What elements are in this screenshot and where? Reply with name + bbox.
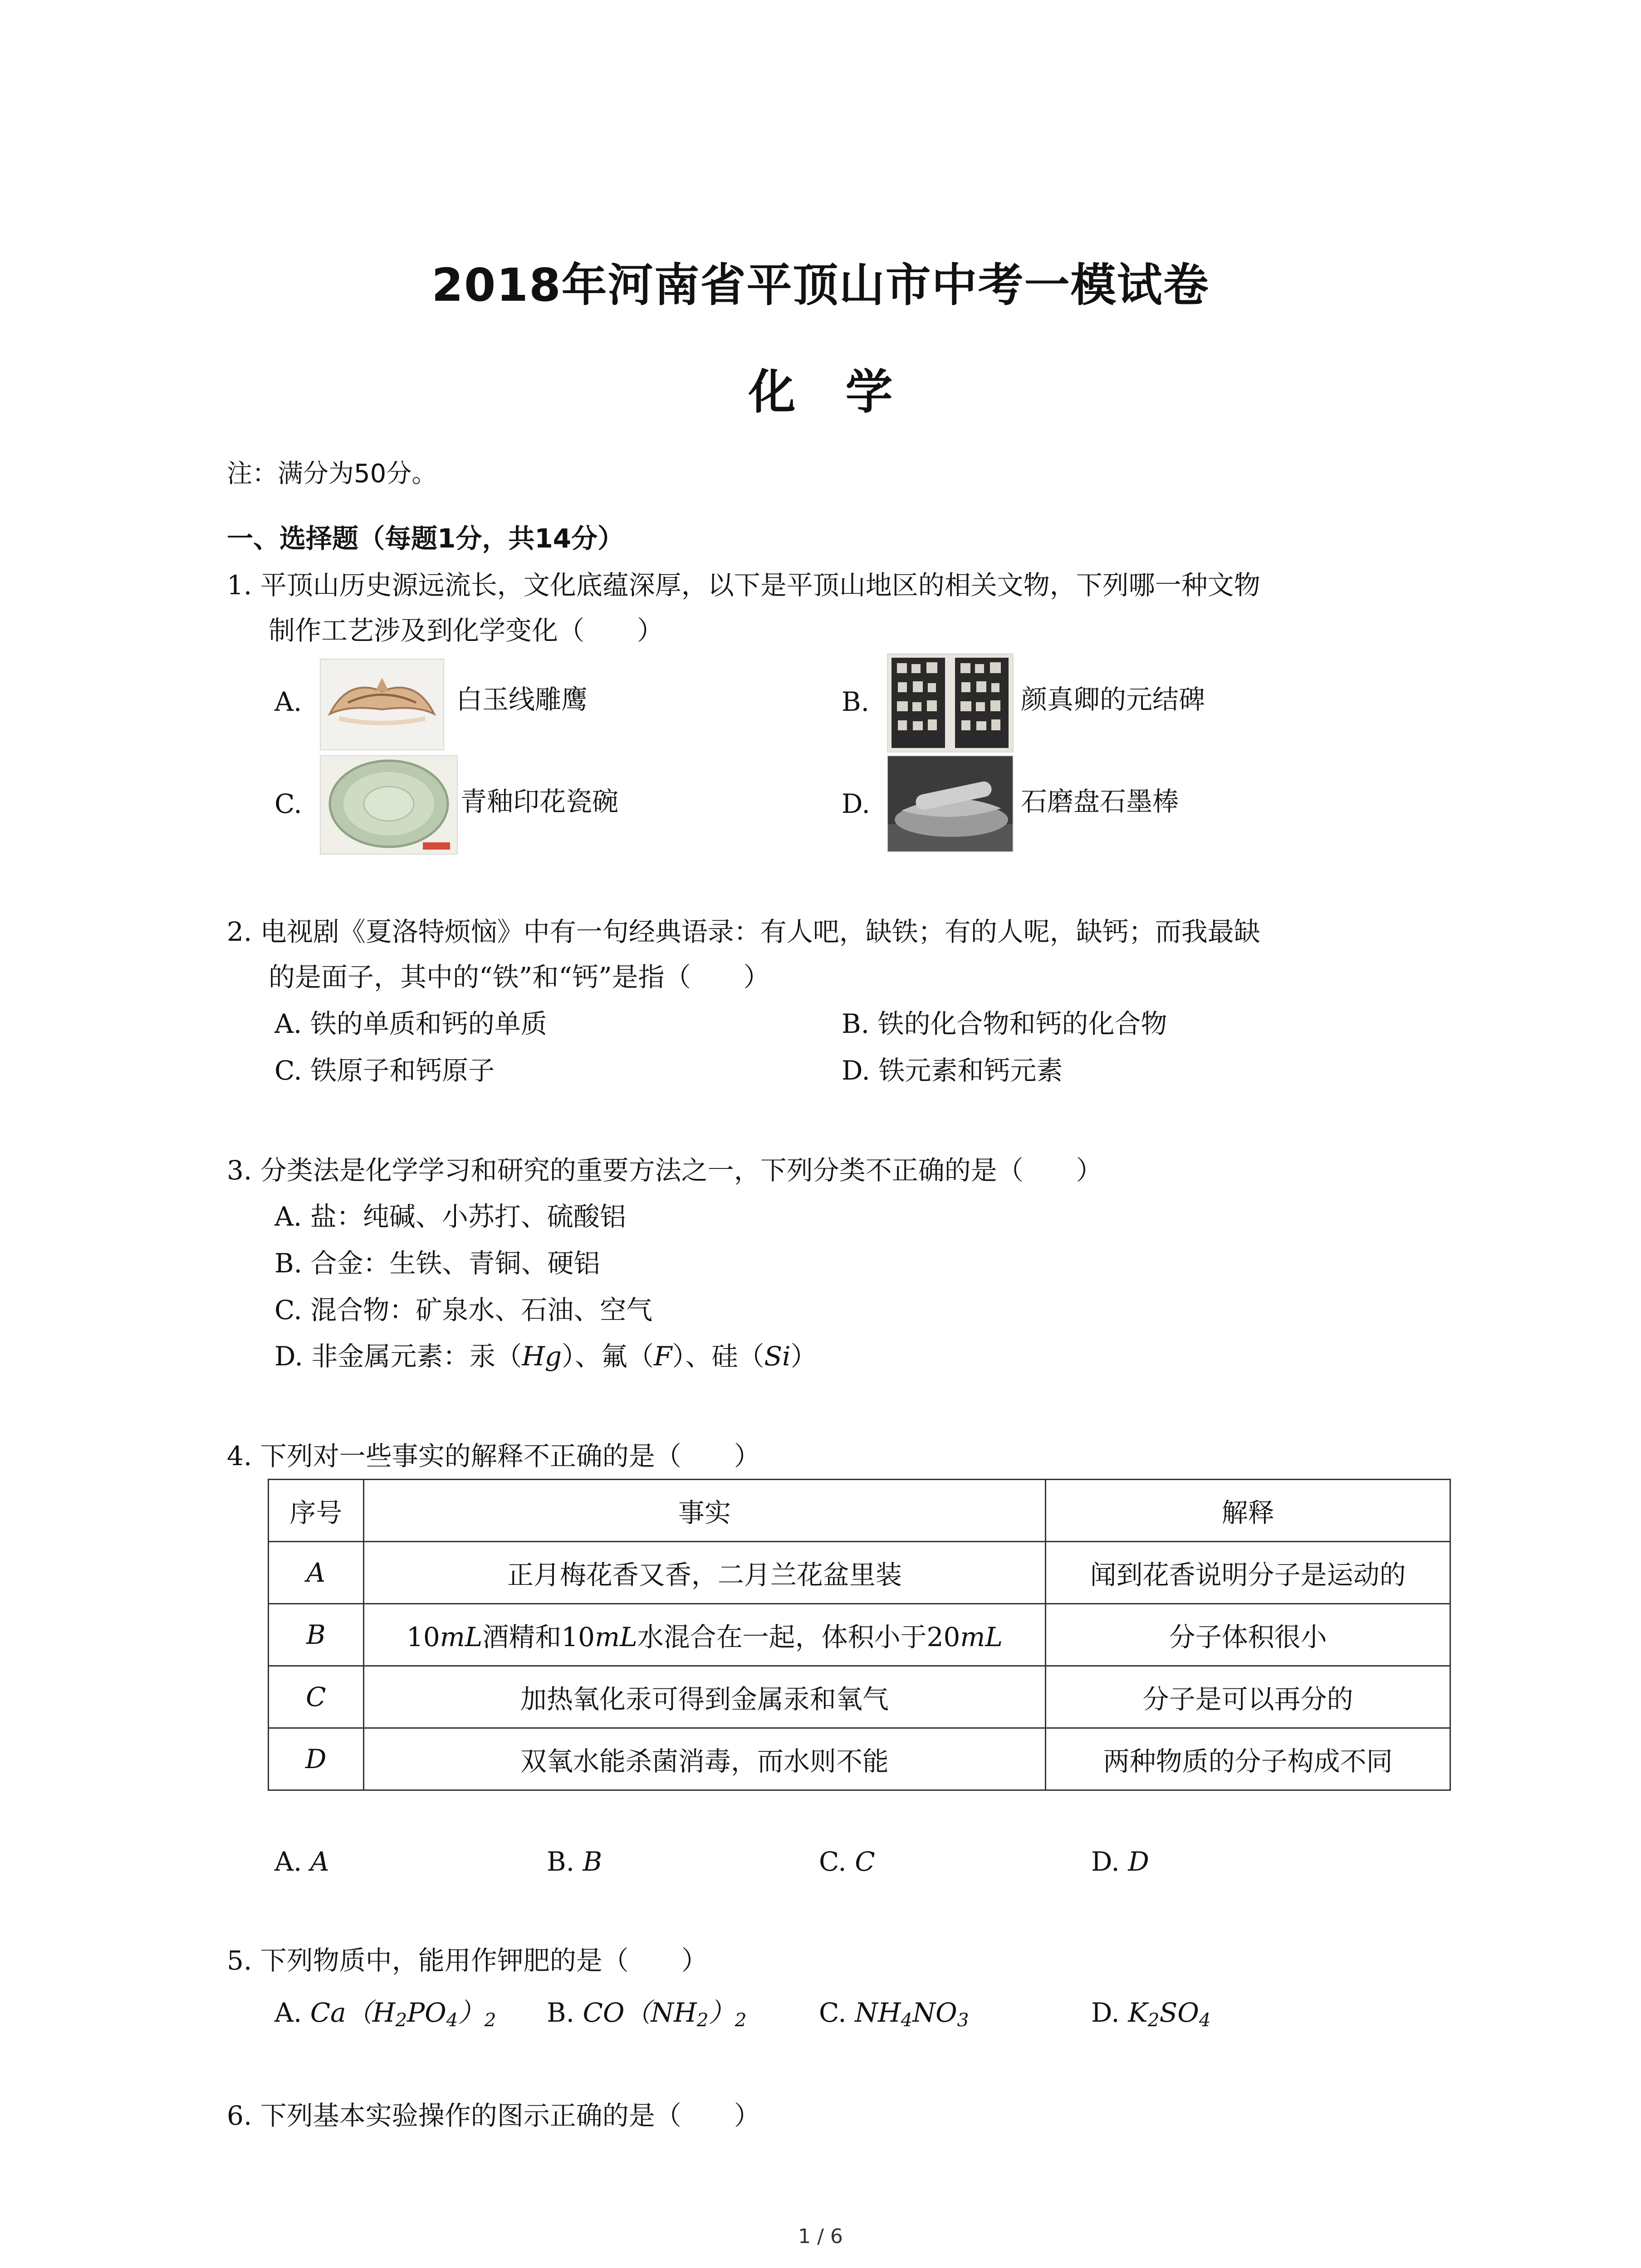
q2-option-a: A. 铁的单质和钙的单质 [274,1008,547,1039]
q1-option-c-label: C. [274,788,302,819]
q2-stem-line2: 的是面子，其中的“铁”和“钙”是指（ ） [269,962,770,992]
table-cell-fact: 加热氧化汞可得到金属汞和氧气 [363,1666,1046,1728]
q2-option-d: D. 铁元素和钙元素 [842,1055,1063,1086]
q3-stem: 3. 分类法是化学学习和研究的重要方法之一，下列分类不正确的是（ ） [227,1155,1102,1186]
table-cell-explain: 分子是可以再分的 [1046,1666,1450,1728]
q3-option-d: D. 非金属元素：汞（Hg）、氟（F）、硅（Si） [274,1341,817,1372]
q3-option-a: A. 盐：纯碱、小苏打、硫酸铝 [274,1201,626,1232]
q1-option-d-label: D. [842,788,870,819]
table-cell-id: D [269,1728,364,1790]
table-cell-id: A [269,1542,364,1604]
table-cell-explain: 两种物质的分子构成不同 [1046,1728,1450,1790]
q1-option-d-text: 石磨盘石墨棒 [1021,786,1179,817]
table-row [269,1728,1450,1790]
q5-option-a: A. $Ca(H_2PO_4)_2$ [274,1997,496,2031]
q2-stem-line1: 2. 电视剧《夏洛特烦恼》中有一句经典语录：有人吧，缺铁；有的人呢，缺钙；而我最缺 [227,916,1260,947]
q5-option-b: B. $CO(NH_2)_2$ [547,1997,747,2031]
table-cell-id: B [269,1604,364,1666]
table-cell-fact: 双氧水能杀菌消毒，而水则不能 [363,1728,1046,1790]
q5-option-c: C. $NH_4NO_3$ [819,1997,969,2031]
q1-stem-line2: 制作工艺涉及到化学变化（ ） [269,615,664,646]
table-row [269,1542,1450,1604]
table-cell-explain: 闻到花香说明分子是运动的 [1046,1542,1450,1604]
section-heading: 一、选择题（每题1分，共14分） [227,523,624,554]
table-header-cell: 解释 [1046,1480,1450,1542]
q1-option-a-text: 白玉线雕鹰 [456,684,588,715]
table-row [269,1666,1450,1728]
table-cell-id: C [269,1666,364,1728]
q2-option-b: B. 铁的化合物和钙的化合物 [842,1008,1167,1039]
q2-option-c: C. 铁原子和钙原子 [274,1055,495,1086]
score-note: 注：满分为50分。 [227,459,437,489]
q4-stem: 4. 下列对一些事实的解释不正确的是（ ） [227,1441,760,1471]
table-header-row [269,1480,1450,1542]
q1-option-b-text: 颜真卿的元结碑 [1021,684,1205,715]
q4-facts-table [268,1479,1451,1791]
table-header-cell: 事实 [363,1480,1046,1542]
table-row [269,1604,1450,1666]
q6-stem: 6. 下列基本实验操作的图示正确的是（ ） [227,2100,760,2131]
table-cell-explain: 分子体积很小 [1046,1604,1450,1666]
q1-option-a-label: A. [274,686,302,717]
q4-option-c: C. C [819,1846,875,1877]
q4-option-d: D. D [1091,1846,1149,1877]
q1-jade-eagle-image [320,659,444,750]
q1-option-c-text: 青釉印花瓷碗 [460,786,619,817]
q1-stele-rubbing-image [887,653,1014,753]
q4-option-a: A. A [274,1846,329,1877]
table-cell-fact: 正月梅花香又香，二月兰花盆里装 [363,1542,1046,1604]
subject-title: 化学 [748,364,943,420]
page-number: 1 / 6 [798,2225,843,2248]
page-title: 2018年河南省平顶山市中考一模试卷 [431,259,1210,312]
q3-option-b: B. 合金：生铁、青铜、硬铝 [274,1248,600,1279]
q1-celadon-bowl-image [320,755,458,855]
q1-stem-line1: 1. 平顶山历史源远流长，文化底蕴深厚，以下是平顶山地区的相关文物，下列哪一种文物 [227,570,1260,601]
q1-option-b-label: B. [842,686,870,717]
q5-stem: 5. 下列物质中，能用作钾肥的是（ ） [227,1945,708,1976]
q4-option-b: B. B [547,1846,603,1877]
q3-option-c: C. 混合物：矿泉水、石油、空气 [274,1295,653,1325]
q1-grinding-stone-image [887,755,1014,852]
table-header-cell: 序号 [269,1480,364,1542]
q5-option-d: D. $K_2SO_4$ [1091,1997,1211,2031]
table-cell-fact: 10mL酒精和10mL水混合在一起，体积小于20mL [363,1604,1046,1666]
